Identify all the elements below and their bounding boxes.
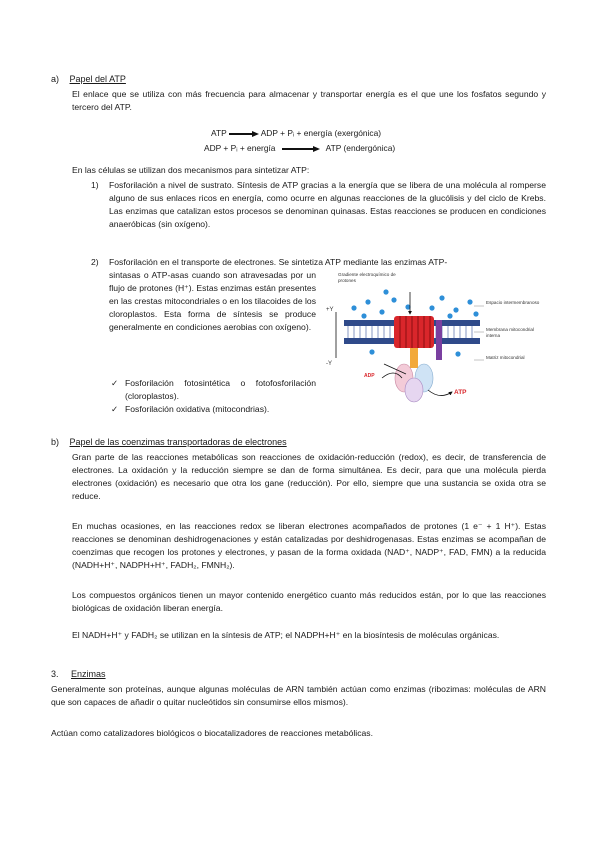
equation-endergonic — [204, 142, 474, 155]
check-icon: ✓ — [111, 403, 119, 414]
item2-rest: sintasas o ATP-asas cuando son atravesadas por un flujo de protones (H⁺). Estas enzimas están presentes en las crestas mitocondriales o en los tilacoides de los cloroplastos. Esta forma de síntesis se produce generalmente en condiciones aerobias con oxígeno). — [109, 270, 316, 332]
enzymes-paragraph: Generalmente son proteínas, aunque algunas moléculas de ARN también actúan como enzimas (ribozimas: moléculas de ARN que son capaces de añadir o quitar nucleótidos sin consumirse ellos mismos). — [51, 684, 546, 707]
section-b-title: Papel de las coenzimas transportadoras de electrones — [69, 437, 287, 447]
list-item: ✓ Fosforilación fotosintética o fotofosforilación (cloroplastos). — [111, 378, 316, 401]
section-a-heading — [51, 73, 126, 87]
label-intermembrane: Espacio intermembranoso — [486, 300, 540, 305]
mechanisms-intro: En las células se utilizan dos mecanismos para sintetizar ATP: — [72, 165, 310, 175]
synthase-stalk — [410, 348, 418, 368]
item2-first-line: Fosforilación en el transporte de electrones. Se sintetiza ATP mediante las enzimas ATP- — [109, 257, 448, 267]
right-arrow-icon — [229, 130, 259, 138]
label-matrix: Matriz mitocondrial — [486, 355, 525, 360]
atp-synthase-diagram — [324, 272, 548, 432]
coenzyme-use-paragraph: El NADH+H⁺ y FADH₂ se utilizan en la síntesis de ATP; el NADPH+H⁺ en la biosíntesis de moléculas orgánicas. — [72, 630, 500, 640]
eq1-left: ATP — [211, 128, 227, 138]
atp-intro: El enlace que se utiliza con más frecuencia para almacenar y transportar energía es el que une los fosfatos segundo y tercero del ATP. — [72, 89, 546, 112]
right-arrow-icon — [282, 145, 320, 153]
phosphorylation-list — [111, 377, 316, 416]
label-atp: ATP — [454, 389, 467, 396]
section-b-marker: b) — [51, 437, 60, 447]
label-minus: -Y — [326, 361, 332, 367]
section-a-title: Papel del ATP — [69, 74, 126, 84]
list-item: ✓ Fosforilación oxidativa (mitocondrias). — [111, 403, 270, 414]
atp-synthase-figure — [324, 272, 548, 432]
synthase-f1 — [395, 364, 433, 402]
label-plus: +Y — [326, 307, 334, 313]
redox-paragraph: Gran parte de las reacciones metabólicas son reacciones de oxidación-reducción (redox), es decir, de transferencia de electrones. La oxidación y la reducción siempre se dan de forma simultánea. Es decir, para que una molécula pierda electrones (oxidación) es necesario que otra los gane (reducción). Por ello, siempre que una sustancia se oxida otra se reduce. — [72, 452, 546, 501]
section-3-marker: 3. — [51, 669, 59, 679]
item2-number: 2) — [91, 257, 99, 267]
eq2-left: ADP + Pᵢ + energía — [204, 143, 276, 153]
eq2-right: ATP (endergónica) — [325, 143, 396, 153]
section-b-heading — [51, 436, 287, 450]
section-3-heading — [51, 668, 106, 682]
label-gradient: Gradiente electroquímico de protones — [338, 272, 396, 283]
dehydrogenation-paragraph: En muchas ocasiones, en las reacciones redox se liberan electrones acompañados de protones (1 e⁻ + 1 H⁺). Estas reacciones se denominan deshidrogenaciones y están catalizadas por deshidrogenasas. Estas enzimas se acompañan de coenzimas que recogen los protones y electrones, y pasan de la forma oxidada (NAD⁺, NADP⁺, FAD, FMN) a la reducida (NADH+H⁺, NADPH+H⁺, FADH₂, FMNH₂). — [72, 521, 546, 570]
item1-number: 1) — [91, 180, 99, 190]
energy-paragraph: Los compuestos orgánicos tienen un mayor contenido energético cuanto más reducidos están, por lo que las reacciones biológicas de oxidación liberan energía. — [72, 590, 546, 613]
enzymes-catalysts: Actúan como catalizadores biológicos o biocatalizadores de reacciones metabólicas. — [51, 728, 373, 738]
section-3-title: Enzimas — [71, 669, 106, 679]
label-membrane: Membrana mitocondrial interna — [486, 327, 534, 338]
section-a-marker: a) — [51, 74, 60, 84]
eq1-right: ADP + Pᵢ + energía (exergónica) — [260, 128, 382, 138]
equation-exergonic — [211, 127, 471, 140]
check-icon: ✓ — [111, 378, 119, 388]
item1-text: Fosforilación a nivel de sustrato. Síntesis de ATP gracias a la energía que se libera de una molécula al romperse alguno de sus enlaces ricos en energía, como ocurre en algunas reacciones de la glucólisis y del ciclo de Krebs. Las enzimas que catalizan estos procesos se denominan quinasas. Estas reacciones se producen en condiciones anaeróbicas (sin oxígeno). — [109, 180, 546, 229]
label-adp: ADP — [364, 373, 375, 379]
